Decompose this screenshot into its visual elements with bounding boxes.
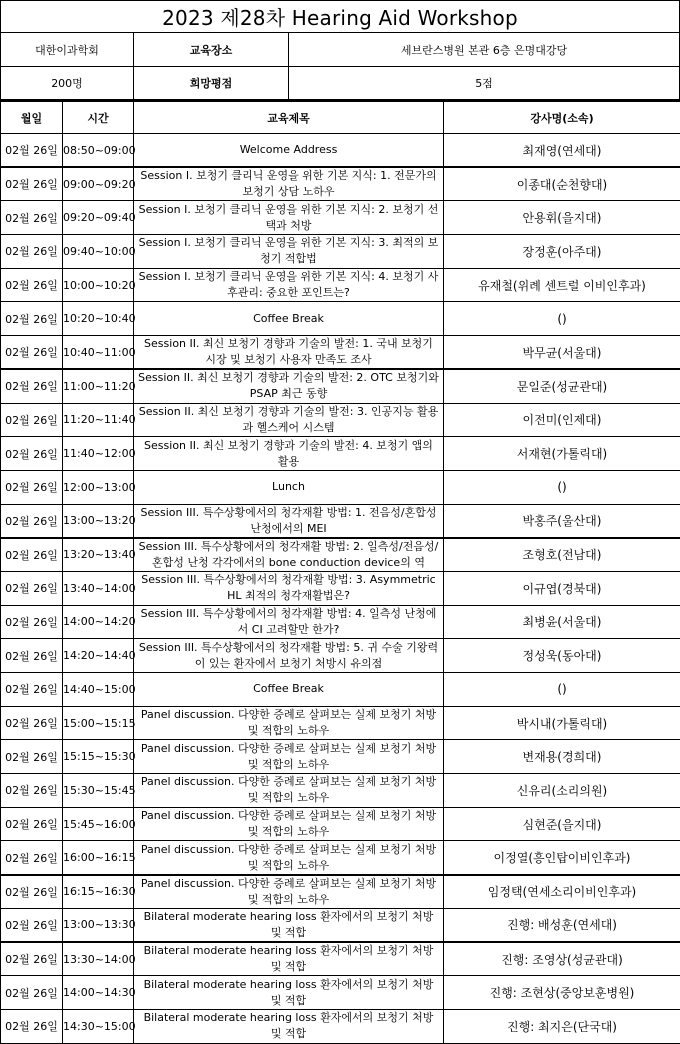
- row-title-text: Panel discussion. 다양한 증례로 살펴보는 실제 보청기 처방 및 적합의 노하우: [138, 842, 439, 874]
- row-speaker: 박시내(가톨릭대): [444, 706, 680, 740]
- row-date: 02월 26일: [1, 706, 63, 740]
- row-time: 16:15~16:30: [63, 875, 134, 909]
- row-title-text: Panel discussion. 다양한 증례로 살펴보는 실제 보청기 처방 및 적합의 노하우: [138, 774, 439, 806]
- table-row: [1, 740, 680, 774]
- row-time: 15:45~16:00: [63, 807, 134, 841]
- row-speaker: 이종대(순천향대): [444, 167, 680, 201]
- row-date: 02월 26일: [1, 841, 63, 875]
- row-time: 09:00~09:20: [63, 167, 134, 201]
- table-row: [1, 403, 680, 437]
- row-speaker: 이규엽(경북대): [444, 571, 680, 605]
- row-time: 15:30~15:45: [63, 774, 134, 808]
- row-title-text: Session I. 보청기 클리닉 운영을 위한 기본 지식: 3. 최적의 보청기 적합법: [138, 235, 439, 267]
- table-row: [1, 504, 680, 538]
- table-row: [1, 437, 680, 471]
- row-speaker: 유재철(위례 센트럴 이비인후과): [444, 268, 680, 302]
- info-row-score: [0, 67, 680, 101]
- header-time: 시간: [63, 102, 134, 134]
- row-speaker: 최병윤(서울대): [444, 605, 680, 639]
- row-date: 02월 26일: [1, 235, 63, 269]
- row-time: 14:40~15:00: [63, 673, 134, 707]
- table-row: [1, 571, 680, 605]
- row-title-text: Session I. 보청기 클리닉 운영을 위한 기본 지식: 4. 보청기 사후관리: 중요한 포인트는?: [138, 269, 439, 301]
- row-speaker: 박홍주(울산대): [444, 504, 680, 538]
- table-row: [1, 167, 680, 201]
- schedule-table: [0, 101, 680, 1044]
- row-title: [134, 134, 444, 168]
- row-date: 02월 26일: [1, 201, 63, 235]
- row-speaker: 안용휘(을지대): [444, 201, 680, 235]
- row-time: 14:30~15:00: [63, 1009, 134, 1043]
- row-date: 02월 26일: [1, 336, 63, 370]
- row-title-text: Session III. 특수상황에서의 청각재활 방법: 4. 일측성 난청에서 CI 고려할만 한가?: [138, 606, 439, 638]
- row-date: 02월 26일: [1, 976, 63, 1010]
- row-date: 02월 26일: [1, 437, 63, 471]
- table-row: [1, 706, 680, 740]
- row-time: 09:20~09:40: [63, 201, 134, 235]
- row-speaker: 변재용(경희대): [444, 740, 680, 774]
- row-speaker: 조형호(전남대): [444, 538, 680, 572]
- row-title: [134, 740, 444, 774]
- table-row: [1, 673, 680, 707]
- row-date: 02월 26일: [1, 302, 63, 336]
- row-speaker: 진행: 조영상(성균관대): [444, 942, 680, 976]
- row-speaker: 박무균(서울대): [444, 336, 680, 370]
- row-speaker: (): [444, 470, 680, 504]
- header-title: 교육제목: [134, 102, 444, 134]
- row-title: [134, 807, 444, 841]
- row-time: 11:20~11:40: [63, 403, 134, 437]
- info-row-venue: [0, 33, 680, 67]
- row-title: [134, 639, 444, 673]
- row-speaker: 정성욱(동아대): [444, 639, 680, 673]
- row-title-text: Session I. 보청기 클리닉 운영을 위한 기본 지식: 1. 전문가의 보청기 상담 노하우: [138, 168, 439, 200]
- row-speaker: 심현준(을지대): [444, 807, 680, 841]
- row-title: [134, 706, 444, 740]
- row-title-text: Lunch: [138, 479, 439, 495]
- table-row: [1, 268, 680, 302]
- row-speaker: 임정택(연세소리이비인후과): [444, 875, 680, 909]
- table-row: [1, 605, 680, 639]
- row-date: 02월 26일: [1, 875, 63, 909]
- row-date: 02월 26일: [1, 605, 63, 639]
- row-title: [134, 369, 444, 403]
- table-row: [1, 875, 680, 909]
- row-time: 14:20~14:40: [63, 639, 134, 673]
- row-title: [134, 403, 444, 437]
- row-title: [134, 942, 444, 976]
- row-time: 13:30~14:00: [63, 942, 134, 976]
- venue-value: 세브란스병원 본관 6층 은명대강당: [289, 33, 679, 66]
- row-title: [134, 470, 444, 504]
- table-row: [1, 302, 680, 336]
- row-speaker: (): [444, 673, 680, 707]
- header-date: 월일: [1, 102, 63, 134]
- row-time: 10:00~10:20: [63, 268, 134, 302]
- row-title-text: Panel discussion. 다양한 증례로 살펴보는 실제 보청기 처방 및 적합의 노하우: [138, 741, 439, 773]
- table-row: [1, 538, 680, 572]
- table-row: [1, 908, 680, 942]
- row-title: [134, 268, 444, 302]
- table-row: [1, 336, 680, 370]
- table-row: [1, 841, 680, 875]
- row-title: [134, 571, 444, 605]
- row-speaker: 이전미(인제대): [444, 403, 680, 437]
- row-date: 02월 26일: [1, 470, 63, 504]
- row-time: 13:20~13:40: [63, 538, 134, 572]
- row-date: 02월 26일: [1, 673, 63, 707]
- row-date: 02월 26일: [1, 740, 63, 774]
- row-time: 10:40~11:00: [63, 336, 134, 370]
- row-title: [134, 673, 444, 707]
- row-speaker: 진행: 배성훈(연세대): [444, 908, 680, 942]
- row-title: [134, 908, 444, 942]
- row-title: [134, 504, 444, 538]
- row-title-text: Session II. 최신 보청기 경향과 기술의 발전: 2. OTC 보청기와 PSAP 최근 동향: [138, 370, 439, 402]
- row-time: 16:00~16:15: [63, 841, 134, 875]
- table-row: [1, 369, 680, 403]
- row-date: 02월 26일: [1, 403, 63, 437]
- attendee-count: 200명: [1, 67, 134, 99]
- score-label: 희망평점: [134, 67, 289, 99]
- venue-label: 교육장소: [134, 33, 289, 66]
- row-speaker: 이정열(흥인탑이비인후과): [444, 841, 680, 875]
- row-speaker: 신유리(소리의원): [444, 774, 680, 808]
- row-time: 15:00~15:15: [63, 706, 134, 740]
- row-time: 14:00~14:30: [63, 976, 134, 1010]
- table-row: [1, 1009, 680, 1043]
- table-header-row: [1, 102, 680, 134]
- row-date: 02월 26일: [1, 908, 63, 942]
- row-title: [134, 1009, 444, 1043]
- row-speaker: 진행: 최지은(단국대): [444, 1009, 680, 1043]
- row-title: [134, 976, 444, 1010]
- row-title: [134, 841, 444, 875]
- row-date: 02월 26일: [1, 571, 63, 605]
- row-date: 02월 26일: [1, 369, 63, 403]
- row-time: 11:00~11:20: [63, 369, 134, 403]
- row-speaker: 서재현(가톨릭대): [444, 437, 680, 471]
- row-title-text: Session II. 최신 보청기 경향과 기술의 발전: 4. 보청기 앱의 활용: [138, 438, 439, 470]
- row-title: [134, 336, 444, 370]
- row-speaker: (): [444, 302, 680, 336]
- table-row: [1, 134, 680, 168]
- row-title-text: Coffee Break: [138, 681, 439, 697]
- row-speaker: 진행: 조현상(중앙보훈병원): [444, 976, 680, 1010]
- table-row: [1, 976, 680, 1010]
- row-time: 15:15~15:30: [63, 740, 134, 774]
- row-speaker: 장정훈(아주대): [444, 235, 680, 269]
- row-title-text: Bilateral moderate hearing loss 환자에서의 보청기 처방 및 적합: [138, 909, 439, 941]
- table-row: [1, 774, 680, 808]
- row-time: 08:50~09:00: [63, 134, 134, 168]
- row-title-text: Welcome Address: [138, 142, 439, 158]
- row-time: 13:40~14:00: [63, 571, 134, 605]
- row-title: [134, 437, 444, 471]
- row-title-text: Session III. 특수상황에서의 청각재활 방법: 1. 전음성/혼합성 난청에서의 MEI: [138, 505, 439, 537]
- row-date: 02월 26일: [1, 774, 63, 808]
- row-date: 02월 26일: [1, 268, 63, 302]
- row-title-text: Session I. 보청기 클리닉 운영을 위한 기본 지식: 2. 보청기 선택과 처방: [138, 202, 439, 234]
- row-title: [134, 538, 444, 572]
- row-time: 09:40~10:00: [63, 235, 134, 269]
- row-time: 13:00~13:20: [63, 504, 134, 538]
- row-date: 02월 26일: [1, 942, 63, 976]
- table-row: [1, 201, 680, 235]
- table-row: [1, 942, 680, 976]
- table-row: [1, 235, 680, 269]
- row-time: 10:20~10:40: [63, 302, 134, 336]
- row-title-text: Bilateral moderate hearing loss 환자에서의 보청기 처방 및 적합: [138, 977, 439, 1009]
- row-title-text: Panel discussion. 다양한 증례로 살펴보는 실제 보청기 처방 및 적합의 노하우: [138, 876, 439, 908]
- row-title-text: Bilateral moderate hearing loss 환자에서의 보청기 처방 및 적합: [138, 1010, 439, 1042]
- row-title-text: Session II. 최신 보청기 경향과 기술의 발전: 3. 인공지능 활용과 헬스케어 시스템: [138, 404, 439, 436]
- row-date: 02월 26일: [1, 167, 63, 201]
- row-title-text: Panel discussion. 다양한 증례로 살펴보는 실제 보청기 처방 및 적합의 노하우: [138, 808, 439, 840]
- row-date: 02월 26일: [1, 504, 63, 538]
- row-title-text: Session III. 특수상황에서의 청각재활 방법: 2. 일측성/전음성/혼합성 난청 각각에서의 bone conduction device의 역: [138, 539, 439, 571]
- row-speaker: 최재영(연세대): [444, 134, 680, 168]
- row-title: [134, 774, 444, 808]
- row-title-text: Session III. 특수상황에서의 청각재활 방법: 3. Asymmetric HL 최적의 청각재활법은?: [138, 572, 439, 604]
- row-time: 11:40~12:00: [63, 437, 134, 471]
- row-time: 12:00~13:00: [63, 470, 134, 504]
- row-title-text: Session II. 최신 보청기 경향과 기술의 발전: 1. 국내 보청기 시장 및 보청기 사용자 만족도 조사: [138, 336, 439, 368]
- table-row: [1, 470, 680, 504]
- sheet-title: 2023 제28차 Hearing Aid Workshop: [0, 0, 680, 33]
- table-row: [1, 639, 680, 673]
- row-title: [134, 235, 444, 269]
- row-speaker: 문일준(성균관대): [444, 369, 680, 403]
- organizer-cell: 대한이과학회: [1, 33, 134, 66]
- row-title: [134, 875, 444, 909]
- row-title: [134, 302, 444, 336]
- row-time: 13:00~13:30: [63, 908, 134, 942]
- row-title-text: Panel discussion. 다양한 증례로 살펴보는 실제 보청기 처방 및 적합의 노하우: [138, 707, 439, 739]
- row-time: 14:00~14:20: [63, 605, 134, 639]
- row-title: [134, 605, 444, 639]
- row-title: [134, 167, 444, 201]
- row-date: 02월 26일: [1, 1009, 63, 1043]
- row-date: 02월 26일: [1, 807, 63, 841]
- header-speaker: 강사명(소속): [444, 102, 680, 134]
- row-title: [134, 201, 444, 235]
- row-title-text: Session III. 특수상황에서의 청각재활 방법: 5. 귀 수술 기왕력이 있는 환자에서 보청기 처방시 유의점: [138, 640, 439, 672]
- row-date: 02월 26일: [1, 134, 63, 168]
- row-title-text: Bilateral moderate hearing loss 환자에서의 보청기 처방 및 적합: [138, 943, 439, 975]
- row-date: 02월 26일: [1, 639, 63, 673]
- score-value: 5점: [289, 67, 679, 99]
- table-row: [1, 807, 680, 841]
- row-title-text: Coffee Break: [138, 311, 439, 327]
- row-date: 02월 26일: [1, 538, 63, 572]
